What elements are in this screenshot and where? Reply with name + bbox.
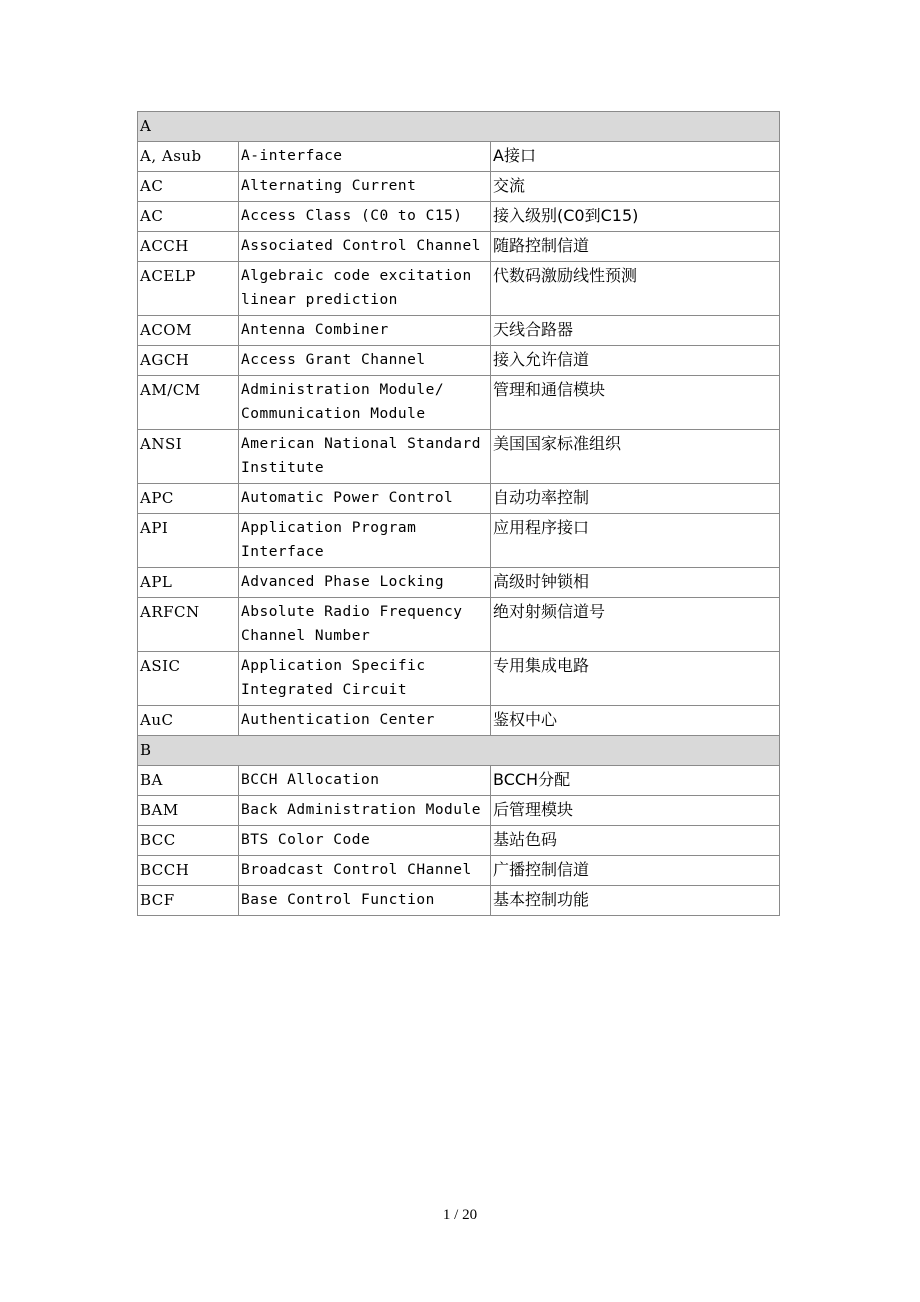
- table-row: [138, 514, 780, 568]
- english-term-cell: BCCH Allocation: [239, 766, 491, 796]
- abbreviation-cell: API: [138, 514, 239, 568]
- table-row: [138, 766, 780, 796]
- abbreviation-cell: APC: [138, 484, 239, 514]
- table-row: [138, 568, 780, 598]
- chinese-term-cell: 美国国家标准组织: [491, 430, 780, 484]
- abbreviation-cell: A, Asub: [138, 142, 239, 172]
- chinese-term-cell: 广播控制信道: [491, 856, 780, 886]
- table-row: [138, 262, 780, 316]
- chinese-term-cell: 鉴权中心: [491, 706, 780, 736]
- english-term-cell: Absolute Radio Frequency Channel Number: [239, 598, 491, 652]
- table-row: [138, 142, 780, 172]
- abbreviation-cell: ACOM: [138, 316, 239, 346]
- abbreviation-cell: AM/CM: [138, 376, 239, 430]
- english-term-cell: American National Standard Institute: [239, 430, 491, 484]
- chinese-term-cell: 绝对射频信道号: [491, 598, 780, 652]
- chinese-term-cell: 自动功率控制: [491, 484, 780, 514]
- section-header-row: [138, 736, 780, 766]
- english-term-cell: Automatic Power Control: [239, 484, 491, 514]
- abbreviation-cell: BCC: [138, 826, 239, 856]
- chinese-term-cell: 代数码激励线性预测: [491, 262, 780, 316]
- chinese-term-cell: 接入级别(C0到C15): [491, 202, 780, 232]
- chinese-term-cell: 管理和通信模块: [491, 376, 780, 430]
- english-term-cell: Broadcast Control CHannel: [239, 856, 491, 886]
- table-row: [138, 856, 780, 886]
- abbreviation-cell: BCCH: [138, 856, 239, 886]
- chinese-term-cell: 交流: [491, 172, 780, 202]
- abbreviation-cell: BCF: [138, 886, 239, 916]
- english-term-cell: Access Grant Channel: [239, 346, 491, 376]
- english-term-cell: Base Control Function: [239, 886, 491, 916]
- chinese-term-cell: BCCH分配: [491, 766, 780, 796]
- table-row: [138, 796, 780, 826]
- table-row: [138, 430, 780, 484]
- english-term-cell: Access Class (C0 to C15): [239, 202, 491, 232]
- table-row: [138, 598, 780, 652]
- english-term-cell: BTS Color Code: [239, 826, 491, 856]
- table-row: [138, 826, 780, 856]
- english-term-cell: Algebraic code excitation linear prediction: [239, 262, 491, 316]
- abbreviation-cell: APL: [138, 568, 239, 598]
- table-row: [138, 316, 780, 346]
- chinese-term-cell: 随路控制信道: [491, 232, 780, 262]
- english-term-cell: Antenna Combiner: [239, 316, 491, 346]
- abbreviation-cell: ACELP: [138, 262, 239, 316]
- abbreviation-cell: ASIC: [138, 652, 239, 706]
- abbreviation-cell: BAM: [138, 796, 239, 826]
- section-letter: A: [138, 112, 780, 142]
- english-term-cell: Alternating Current: [239, 172, 491, 202]
- english-term-cell: Administration Module/ Communication Module: [239, 376, 491, 430]
- chinese-term-cell: 应用程序接口: [491, 514, 780, 568]
- glossary-table: [137, 111, 780, 916]
- abbreviation-cell: BA: [138, 766, 239, 796]
- english-term-cell: Advanced Phase Locking: [239, 568, 491, 598]
- page-number: 1 / 20: [442, 1207, 478, 1223]
- chinese-term-cell: 天线合路器: [491, 316, 780, 346]
- abbreviation-cell: AC: [138, 172, 239, 202]
- glossary-body: [138, 112, 780, 916]
- table-row: [138, 886, 780, 916]
- abbreviation-cell: ACCH: [138, 232, 239, 262]
- chinese-term-cell: 基本控制功能: [491, 886, 780, 916]
- table-row: [138, 652, 780, 706]
- table-row: [138, 172, 780, 202]
- abbreviation-cell: AGCH: [138, 346, 239, 376]
- table-row: [138, 346, 780, 376]
- english-term-cell: Back Administration Module: [239, 796, 491, 826]
- english-term-cell: Authentication Center: [239, 706, 491, 736]
- english-term-cell: Application Specific Integrated Circuit: [239, 652, 491, 706]
- abbreviation-cell: AC: [138, 202, 239, 232]
- english-term-cell: Application Program Interface: [239, 514, 491, 568]
- table-row: [138, 232, 780, 262]
- chinese-term-cell: 接入允许信道: [491, 346, 780, 376]
- chinese-term-cell: 后管理模块: [491, 796, 780, 826]
- chinese-term-cell: 基站色码: [491, 826, 780, 856]
- abbreviation-cell: AuC: [138, 706, 239, 736]
- table-row: [138, 706, 780, 736]
- section-letter: B: [138, 736, 780, 766]
- chinese-term-cell: 高级时钟锁相: [491, 568, 780, 598]
- chinese-term-cell: 专用集成电路: [491, 652, 780, 706]
- abbreviation-cell: ARFCN: [138, 598, 239, 652]
- english-term-cell: Associated Control Channel: [239, 232, 491, 262]
- english-term-cell: A-interface: [239, 142, 491, 172]
- section-header-row: [138, 112, 780, 142]
- table-row: [138, 376, 780, 430]
- abbreviation-cell: ANSI: [138, 430, 239, 484]
- chinese-term-cell: A接口: [491, 142, 780, 172]
- table-row: [138, 484, 780, 514]
- table-row: [138, 202, 780, 232]
